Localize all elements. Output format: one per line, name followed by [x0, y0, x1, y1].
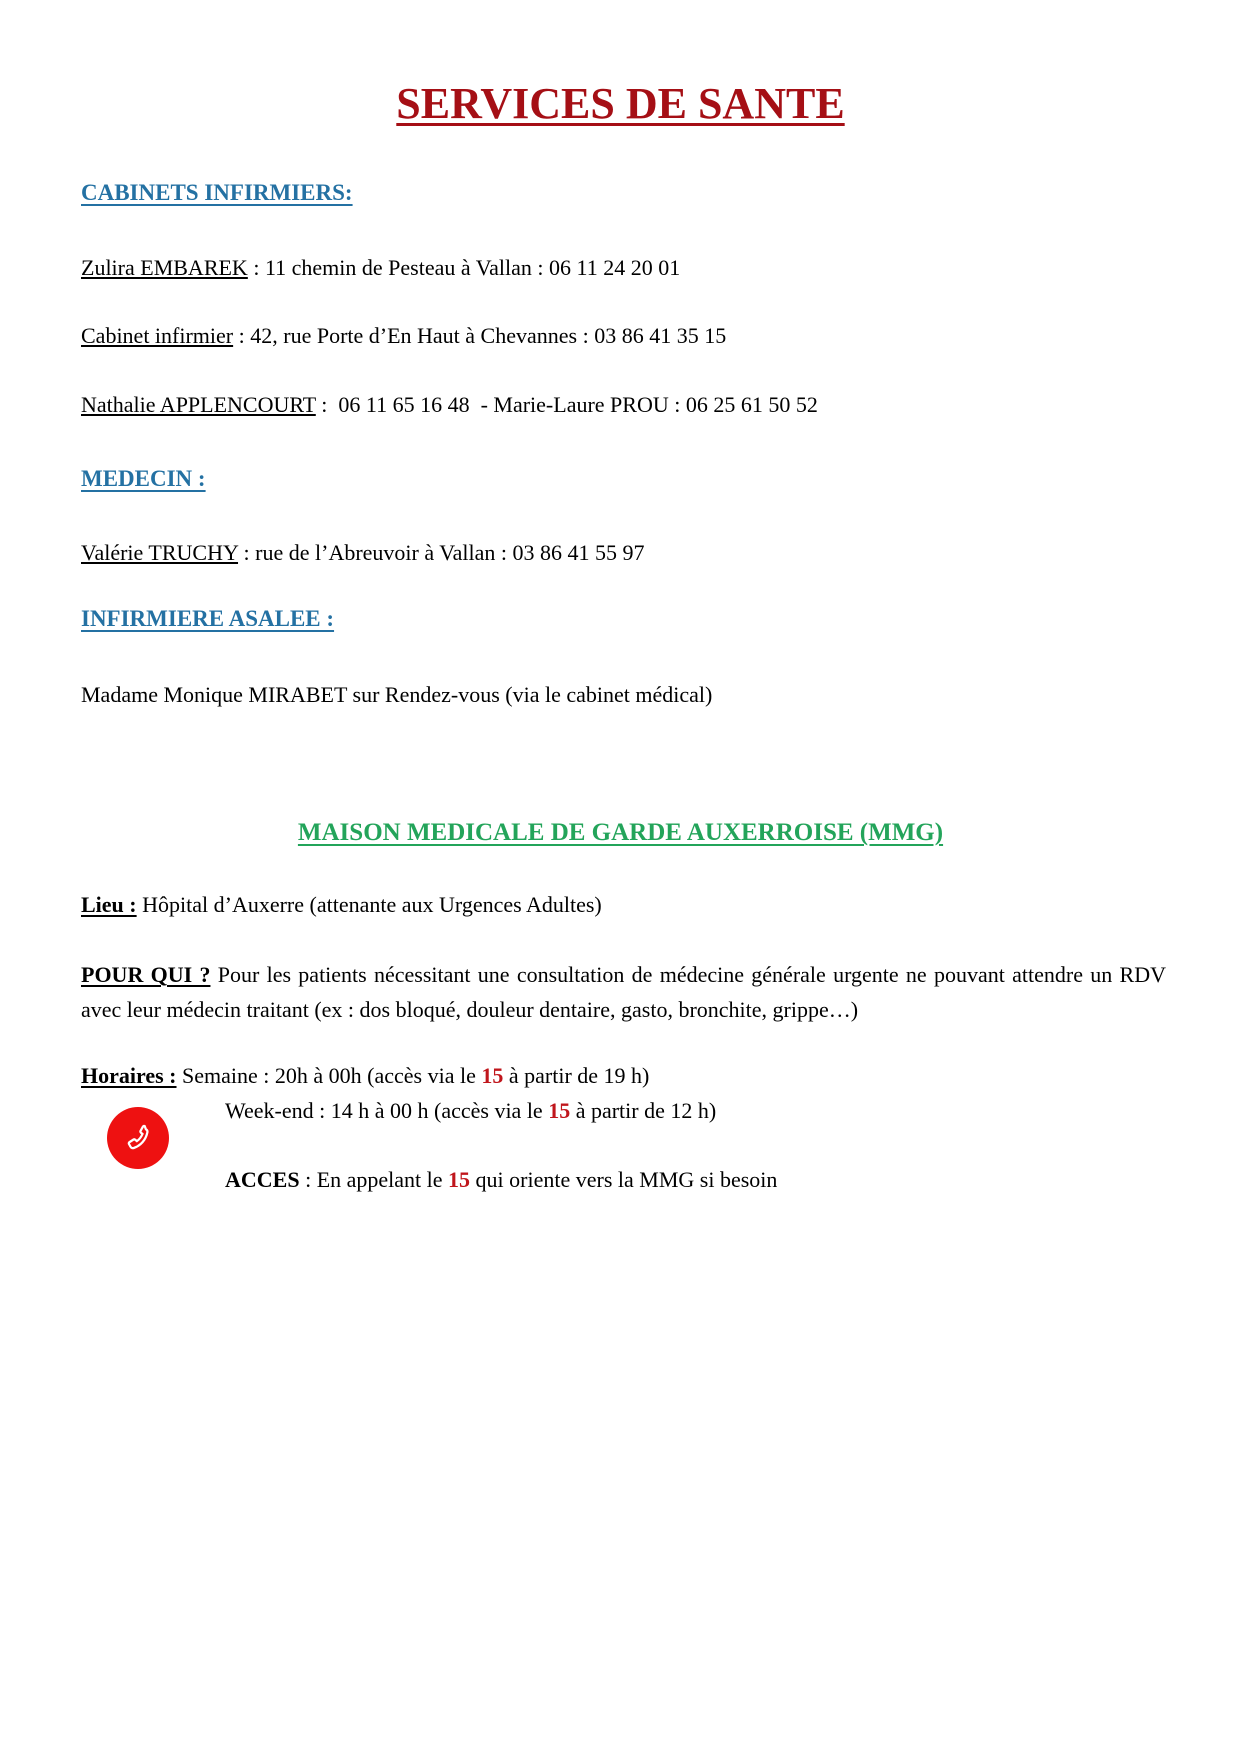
entry-zulira-embarek	[81, 255, 680, 281]
weekend-text-end: à partir de 12 h)	[570, 1098, 717, 1123]
mmg-horaires-semaine	[81, 1063, 649, 1089]
entry-name: Zulira EMBAREK	[81, 255, 248, 280]
emergency-number: 15	[548, 1098, 571, 1123]
entry-valerie-truchy	[81, 540, 645, 566]
emergency-number: 15	[481, 1063, 504, 1088]
heading-medecin: MEDECIN :	[81, 466, 206, 491]
entry-name: Valérie TRUCHY	[81, 540, 239, 565]
entry-name: Cabinet infirmier	[81, 323, 234, 348]
semaine-text: Semaine : 20h à 00h (accès via le	[176, 1063, 482, 1088]
entry-details: : 42, rue Porte d’En Haut à Chevannes : 03 86 41 35 15	[233, 323, 727, 348]
heading-cabinets-infirmiers: CABINETS INFIRMIERS:	[81, 180, 353, 205]
emergency-number: 15	[448, 1167, 471, 1192]
mmg-acces	[225, 1167, 777, 1193]
mmg-lieu	[81, 892, 602, 918]
entry-details: : 11 chemin de Pesteau à Vallan : 06 11 24 20 01	[247, 255, 681, 280]
mmg-pour-qui	[81, 957, 1166, 1027]
heading-infirmiere-asalee: INFIRMIERE ASALEE :	[81, 606, 335, 631]
asalee-text: Madame Monique MIRABET sur Rendez-vous (via le cabinet médical)	[81, 682, 713, 707]
weekend-text: Week-end : 14 h à 00 h (accès via le	[225, 1098, 549, 1123]
pour-qui-text: Pour les patients nécessitant une consultation de médecine générale urgente ne pouvant attendre un RDV avec leur médecin traitant (ex : dos bloqué, douleur dentaire, gasto, bronchite, grippe…)	[81, 962, 1166, 1022]
heading-mmg: MAISON MEDICALE DE GARDE AUXERROISE (MMG)	[297, 819, 944, 846]
acces-text: : En appelant le	[299, 1167, 449, 1192]
acces-text-end: qui oriente vers la MMG si besoin	[470, 1167, 778, 1192]
mmg-horaires-weekend	[225, 1098, 716, 1124]
lieu-text: Hôpital d’Auxerre (attenante aux Urgences Adultes)	[136, 892, 602, 917]
pour-qui-label: POUR QUI ?	[81, 962, 211, 987]
acces-label: ACCES	[225, 1167, 300, 1192]
phone-glyph	[123, 1121, 153, 1155]
entry-nathalie-applencourt	[81, 392, 818, 418]
lieu-label: Lieu :	[81, 892, 137, 917]
entry-details: : 06 11 65 16 48 - Marie-Laure PROU : 06 25 61 50 52	[315, 392, 818, 417]
semaine-text-end: à partir de 19 h)	[503, 1063, 650, 1088]
horaires-label: Horaires :	[81, 1063, 177, 1088]
entry-details: : rue de l’Abreuvoir à Vallan : 03 86 41 55 97	[238, 540, 645, 565]
entry-name: Nathalie APPLENCOURT	[81, 392, 316, 417]
phone-icon	[107, 1107, 169, 1169]
page-title: SERVICES DE SANTE	[396, 79, 845, 128]
entry-cabinet-infirmier	[81, 323, 726, 349]
